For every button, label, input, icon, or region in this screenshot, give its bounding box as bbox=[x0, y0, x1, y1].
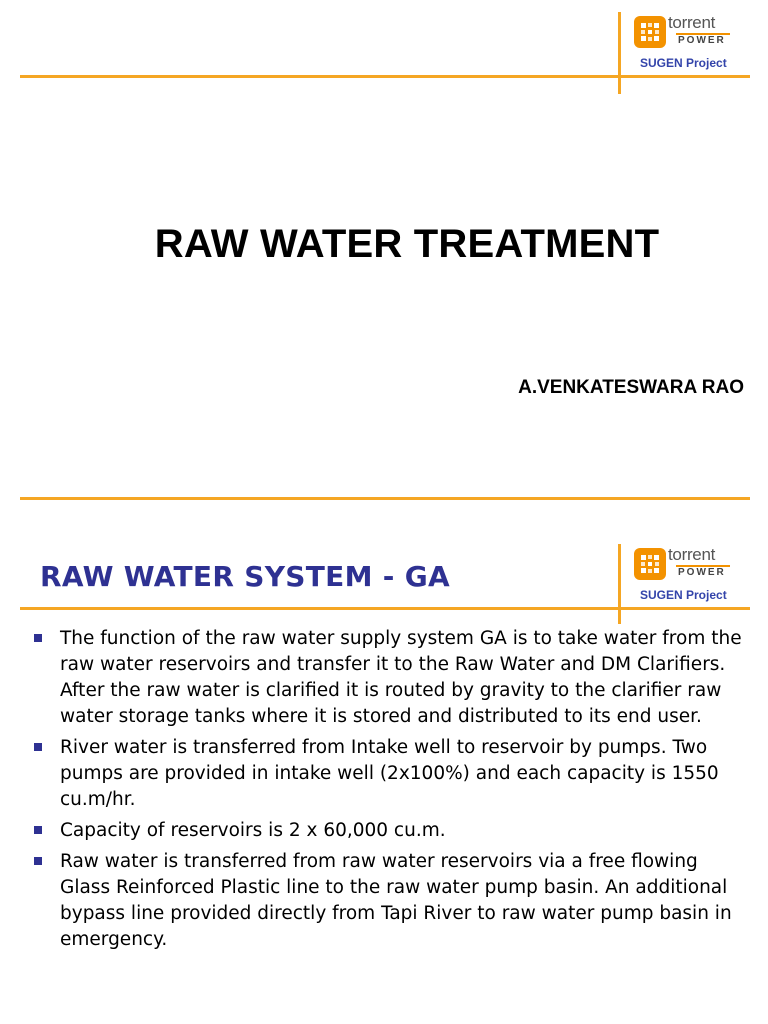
header-vertical-divider bbox=[618, 12, 621, 94]
torrent-power-logo bbox=[634, 14, 752, 54]
bullet-square-icon bbox=[34, 826, 42, 834]
torrent-power-logo bbox=[634, 546, 752, 586]
bullet-square-icon bbox=[34, 857, 42, 865]
bullet-item bbox=[34, 849, 744, 953]
header-vertical-divider bbox=[618, 544, 621, 624]
torrent-logo-mark-icon bbox=[634, 548, 666, 580]
bullet-text: Raw water is transferred from raw water reservoirs via a free flowing Glass Reinforced Plastic line to the raw water pump basin. An additional bypass line provided directly from Tapi River to raw water pump basin in emergency. bbox=[60, 851, 732, 950]
header-horizontal-rule bbox=[20, 607, 750, 610]
bullet-square-icon bbox=[34, 743, 42, 751]
project-label: SUGEN Project bbox=[640, 588, 727, 602]
logo-brand-text: torrent bbox=[668, 545, 716, 564]
logo-brand-text: torrent bbox=[668, 13, 716, 32]
bullet-text: Capacity of reservoirs is 2 x 60,000 cu.m. bbox=[60, 820, 446, 841]
bullet-item bbox=[34, 626, 744, 730]
footer-horizontal-rule bbox=[20, 497, 750, 500]
presentation-author: A.VENKATESWARA RAO bbox=[518, 377, 744, 398]
presentation-title: RAW WATER TREATMENT bbox=[154, 222, 660, 266]
content-slide bbox=[0, 512, 768, 1024]
logo-sub-text: POWER bbox=[678, 567, 726, 578]
bullet-item bbox=[34, 735, 744, 813]
bullet-list bbox=[34, 626, 744, 958]
project-label: SUGEN Project bbox=[640, 56, 727, 70]
header-horizontal-rule bbox=[20, 75, 750, 78]
torrent-logo-mark-icon bbox=[634, 16, 666, 48]
bullet-square-icon bbox=[34, 634, 42, 642]
bullet-item bbox=[34, 818, 744, 844]
bullet-text: River water is transferred from Intake well to reservoir by pumps. Two pumps are provided in intake well (2x100%) and each capacity is 1550 cu.m/hr. bbox=[60, 737, 719, 810]
logo-sub-text: POWER bbox=[678, 35, 726, 46]
slide-title: RAW WATER SYSTEM - GA bbox=[40, 560, 451, 593]
bullet-text: The function of the raw water supply system GA is to take water from the raw water reservoirs and transfer it to the Raw Water and DM Clarifiers. After the raw water is clarified it is routed by gravity to the clarifier raw water storage tanks where it is stored and distributed to its end user. bbox=[60, 628, 742, 727]
